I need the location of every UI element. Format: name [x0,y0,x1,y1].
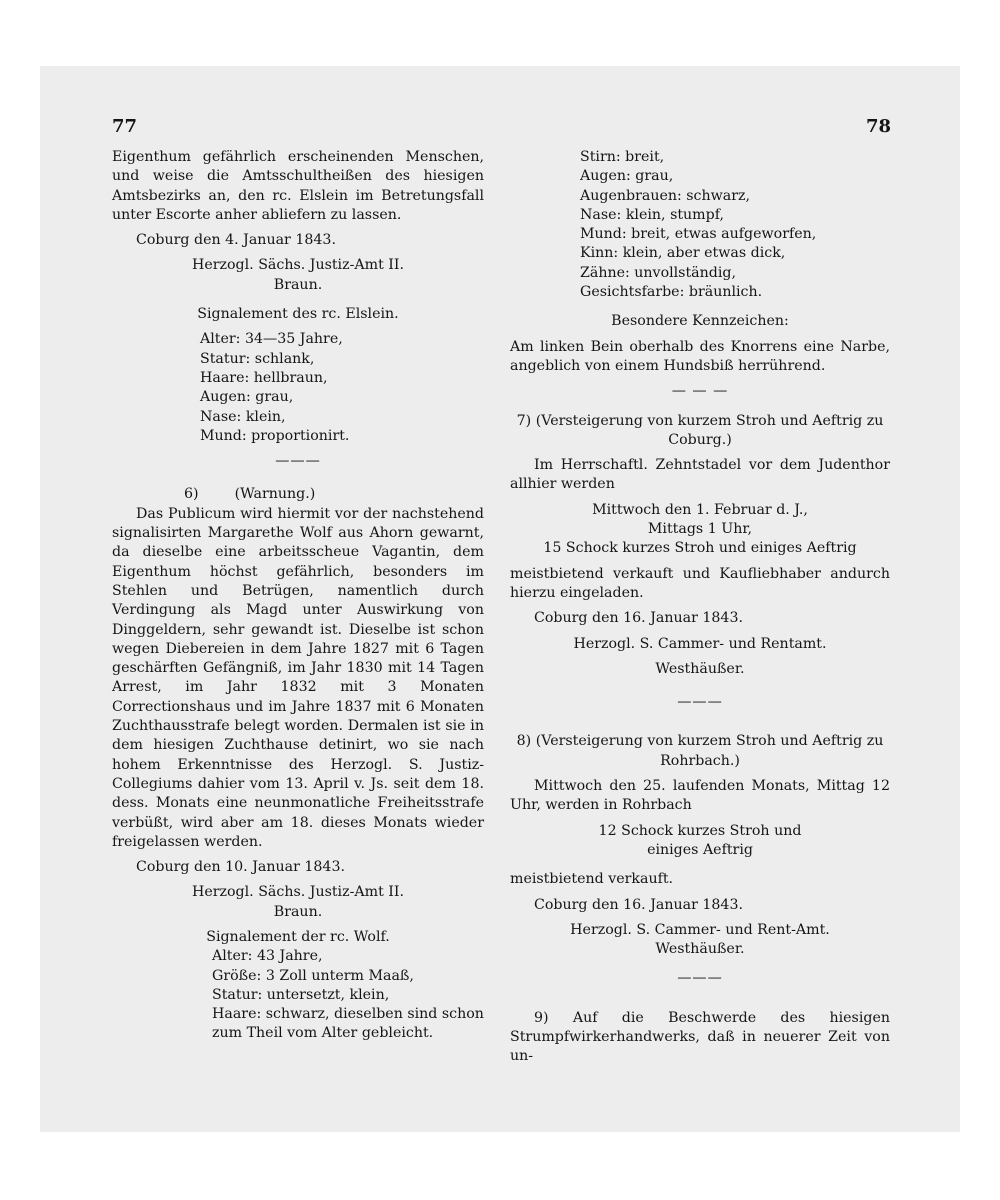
office-line: Herzogl. Sächs. Justiz-Amt II. [191,257,404,274]
warning-paragraph: Das Publicum wird hiermit vor der nachstehend signalisirten Margarethe Wolf aus Ahorn gewarnt, da dieselbe eine arbeitsscheue Vagantin, dem Eigenthum höchst gefährlich, besonders im Stehlen und Betrügen, namentlich durch Verdingung als Magd unter Auswirkung von Dinggeldern, sehr gewandt ist. Dieselbe ist schon wegen Diebereien in dem Jahre 1827 mit 6 Tagen geschärften Gefängniß, im Jahr 1830 mit 14 Tagen Arrest, im Jahr 1832 mit 3 Monaten Correctionshaus und im Jahre 1837 mit 6 Monaten Zuchthausstrafe belegt worden. Dermalen ist sie in dem hiesigen Zuchthause detinirt, wo sie nach hohem Erkenntnisse des Herzogl. S. Justiz-Collegiums dahier vom 13. April v. Js. seit dem 18. dess. Monats eine neunmonatliche Freiheitsstrafe verbüßt, wird aber am 18. dieses Monats wieder freigelassen werden. [112,505,484,850]
signer-line: Braun. [273,276,323,293]
auction-paragraph: Im Herrschaftl. Zehntstadel vor dem Judenthor allhier werden [510,457,890,493]
signalement-item: Augen: grau, [580,168,674,185]
signalement-item: Haare: hellbraun, [200,369,328,386]
section-heading: 7) (Versteigerung von kurzem Stroh und Aeftrig zu Coburg.) [516,412,884,448]
separator-rule: ——— [677,694,723,711]
auction-time: Mittags 1 Uhr, [647,521,753,538]
signalement-item: Statur: untersetzt, klein, [212,986,390,1003]
auction-goods: einiges Aeftrig [647,841,753,858]
separator-rule: ——— [275,453,321,470]
section-heading: 8) (Versteigerung von kurzem Stroh und Aeftrig zu Rohrbach.) [516,733,884,769]
page-number-left: 77 [112,116,138,137]
marks-title: Besondere Kennzeichen: [611,313,789,330]
signalement-item: Haare: schwarz, dieselben sind schon zum Theil vom Alter gebleicht. [212,1006,484,1042]
auction-sale-text: meistbietend verkauft. [510,871,674,888]
intro-paragraph: Eigenthum gefährlich erscheinenden Menschen, und weise die Amtsschultheißen des hiesigen Amtsbezirks an, den rc. Elslein im Betretungsfall unter Escorte anher abliefern zu lassen. [112,149,484,223]
page-number-right: 78 [866,116,892,137]
section-heading: 6) (Warnung.) [184,486,316,503]
separator-rule: — — — [671,383,729,400]
office-line: Herzogl. Sächs. Justiz-Amt II. [191,884,404,901]
separator-rule: ——— [677,970,723,987]
right-column [510,148,890,1067]
date-line: Coburg den 4. Januar 1843. [136,232,336,249]
left-column [112,148,484,1044]
scanned-page [40,66,960,1132]
date-line: Coburg den 16. Januar 1843. [534,610,743,627]
signalement-item: Alter: 43 Jahre, [212,948,323,965]
auction-goods: 12 Schock kurzes Stroh und [598,822,802,839]
date-line: Coburg den 10. Januar 1843. [136,859,345,876]
signalement-item: Kinn: klein, aber etwas dick, [580,245,786,262]
signalement-continuation [510,148,890,302]
signalement-title: Signalement der rc. Wolf. [206,928,390,945]
signalement-item: Nase: klein, stumpf, [580,206,724,223]
signer-line: Westhäußer. [655,660,745,677]
signalement-item: Augenbrauen: schwarz, [580,187,751,204]
auction-sale-text: meistbietend verkauft und Kaufliebhaber andurch hierzu eingeladen. [510,565,890,601]
signalement-list [112,947,484,1043]
signalement-item: Größe: 3 Zoll unterm Maaß, [212,967,414,984]
notice-paragraph: 9) Auf die Beschwerde des hiesigen Strumpfwirkerhandwerks, daß in neuerer Zeit von un- [510,1009,890,1065]
signalement-item: Statur: schlank, [200,350,315,367]
signalement-list [112,330,484,446]
signalement-item: Zähne: unvollständig, [580,264,736,281]
office-line: Herzogl. S. Cammer- und Rentamt. [573,635,827,652]
signer-line: Braun. [273,903,323,920]
signalement-item: Alter: 34—35 Jahre, [200,331,343,348]
date-line: Coburg den 16. Januar 1843. [534,896,743,913]
auction-date: Mittwoch den 1. Februar d. J., [592,501,808,518]
signalement-item: Augen: grau, [200,389,294,406]
signalement-item: Mund: breit, etwas aufgeworfen, [580,226,817,243]
signalement-item: Gesichtsfarbe: bräunlich. [580,284,763,301]
signalement-title: Signalement des rc. Elslein. [197,306,399,323]
auction-goods: 15 Schock kurzes Stroh und einiges Aeftrig [543,540,857,557]
auction-paragraph: Mittwoch den 25. laufenden Monats, Mittag 12 Uhr, werden in Rohrbach [510,778,890,814]
signer-line: Westhäußer. [655,941,745,958]
signalement-item: Stirn: breit, [580,149,665,165]
office-line: Herzogl. S. Cammer- und Rent-Amt. [570,921,830,938]
marks-paragraph: Am linken Bein oberhalb des Knorrens eine Narbe, angeblich von einem Hundsbiß herrührend. [510,338,890,374]
signalement-item: Mund: proportionirt. [200,427,350,444]
signalement-item: Nase: klein, [200,408,286,425]
